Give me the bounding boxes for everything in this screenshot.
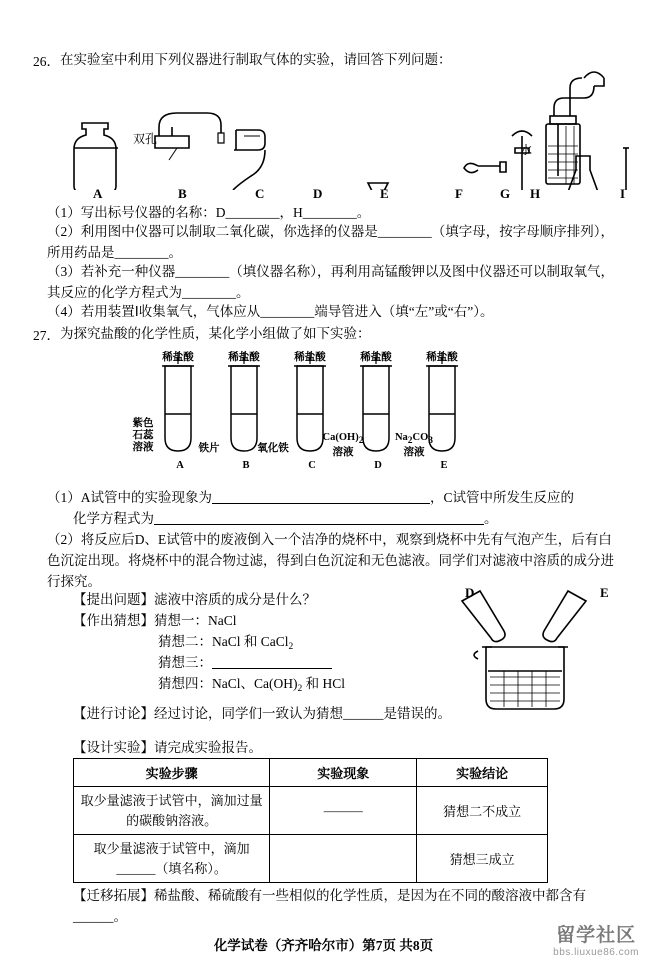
tube-e-letter: E — [440, 460, 448, 471]
tube-d-line2: 溶液 — [332, 446, 354, 458]
tube-b-letter: B — [242, 460, 250, 471]
label-B: B — [178, 186, 187, 201]
q26-item-3: （3）若补充一种仪器________（填仪器名称），再利用高锰酸钾以及图中仪器还可以制取氧气，其反应的化学方程式为________。 — [47, 264, 614, 300]
table-row — [74, 835, 548, 883]
tube-e-formula: Na2CO3 — [394, 432, 434, 446]
double-hole-note: 双孔 — [133, 132, 158, 146]
label-E: E — [380, 186, 389, 201]
table-header-row — [74, 759, 548, 787]
svg-text:水: 水 — [520, 143, 533, 157]
q27-item-1-text-c: 化学方程式为 — [73, 511, 154, 526]
guess-4-text: 猜想四：NaCl、$Ca(OH)_2$ 和 HCl — [158, 676, 345, 694]
q27-item-2: （2）将反应后D、E试管中的废液倒入一个洁净的烧杯中，观察到烧杯中先有气泡产生，后有白色沉淀出现。将烧杯中的混合物过滤，得到白色沉淀和无色滤液。同学们对滤液中溶质的成分进行探究。 — [47, 532, 614, 589]
tube-b-content: 铁片 — [198, 443, 220, 454]
section-design-tag: 【设计实验】 — [73, 740, 154, 755]
section-guess — [73, 611, 473, 632]
label-F: F — [455, 186, 463, 201]
section-design — [73, 738, 533, 759]
answer-blank-27-1-a[interactable] — [212, 490, 430, 505]
label-C: C — [255, 186, 265, 201]
table-row — [74, 787, 548, 835]
tube-d-content — [307, 432, 379, 459]
header-conclusion: 实验结论 — [417, 759, 548, 787]
section-discuss-tag: 【进行讨论】 — [73, 706, 154, 721]
label-H: H — [530, 186, 541, 201]
section-design-text: 请完成实验报告。 — [154, 740, 262, 755]
tube-d-letter: D — [374, 460, 382, 471]
acid-label-3: 稀盐酸 — [294, 352, 326, 363]
tube-a-line1: 紫色 — [132, 418, 154, 429]
q26-item-4: （4）若用装置Ⅰ收集氧气，气体应从________端导管进入（填“左”或“右”）。 — [47, 304, 494, 319]
tube-c-content: 氧化铁 — [257, 443, 289, 454]
row1-step: 取少量滤液于试管中，滴加过量的碳酸钠溶液。 — [74, 787, 270, 835]
watermark-url: bbs.liuxue86.com — [553, 947, 639, 958]
acid-label-1: 稀盐酸 — [162, 352, 194, 363]
apparatus-I-diagram — [520, 62, 630, 190]
acid-label-5: 稀盐酸 — [426, 352, 458, 363]
section-discuss-text: 经过讨论，同学们一致认为猜想______是错误的。 — [154, 706, 451, 721]
q26-number: 26． — [33, 54, 60, 69]
label-I: I — [620, 186, 626, 201]
header-phenomenon: 实验现象 — [270, 759, 417, 787]
answer-blank-guess-3[interactable] — [212, 655, 332, 670]
section-problem — [73, 590, 473, 611]
guess-2-text: 猜想二：NaCl 和 CaCl$_2$ — [158, 634, 294, 652]
section-guess-text: 猜想一：NaCl — [154, 613, 237, 628]
watermark — [553, 920, 639, 958]
label-D: D — [313, 186, 323, 201]
page-footer: 化学试卷（齐齐哈尔市）第7页 共8页 — [213, 938, 434, 953]
section-extend — [73, 886, 613, 928]
tube-a-line2: 石蕊 — [132, 430, 154, 442]
tube-c-letter: C — [308, 460, 316, 471]
beaker-label-e: E — [600, 585, 609, 600]
tube-e-line2: 溶液 — [403, 446, 425, 458]
experiment-report-table — [73, 758, 548, 883]
row1-phenomenon: ——— — [270, 787, 417, 835]
watermark-text: 留学社区 — [556, 925, 637, 946]
q27-stem: 为探究盐酸的化学性质，某化学小组做了如下实验： — [60, 326, 371, 341]
section-problem-tag: 【提出问题】 — [73, 592, 154, 607]
tube-a-line3: 溶液 — [132, 442, 154, 454]
label-A: A — [93, 186, 103, 201]
q26-item-1: （1）写出标号仪器的名称：D________，H________。 — [47, 205, 371, 220]
tube-a-content — [115, 418, 171, 454]
answer-blank-27-1-b[interactable] — [154, 511, 484, 526]
watermark-title — [553, 920, 639, 947]
beaker-diagram — [448, 585, 628, 715]
q27-number: 27． — [33, 328, 60, 343]
section-guess-tag: 【作出猜想】 — [73, 613, 154, 628]
section-problem-text: 滤液中溶质的成分是什么？ — [154, 592, 316, 607]
q26-stem: 在实验室中利用下列仪器进行制取气体的实验，请回答下列问题： — [60, 52, 452, 67]
q27-item-1-text-d: 。 — [484, 511, 498, 526]
q26-item-2: （2）利用图中仪器可以制取二氧化碳，你选择的仪器是________（填字母，按字母顺序排列），所用药品是________。 — [47, 224, 614, 260]
tube-a-letter: A — [176, 460, 184, 471]
row2-conclusion: 猜想三成立 — [417, 835, 548, 883]
row2-step: 取少量滤液于试管中，滴加______（填名称）。 — [74, 835, 270, 883]
acid-label-2: 稀盐酸 — [228, 352, 260, 363]
row2-phenomenon[interactable] — [270, 835, 417, 883]
label-G: G — [500, 186, 511, 201]
apparatus-labels — [60, 186, 630, 204]
tube-e-content — [378, 432, 450, 459]
header-step: 实验步骤 — [74, 759, 270, 787]
acid-label-4: 稀盐酸 — [360, 352, 392, 363]
q27-item-1-text-b: ，C试管中所发生反应的 — [430, 490, 575, 505]
row1-conclusion: 猜想二不成立 — [417, 787, 548, 835]
beaker-label-d: D — [465, 585, 475, 600]
q27-item-1-text-a: （1）A试管中的实验现象为 — [47, 490, 212, 505]
guess-3-text: 猜想三： — [158, 655, 212, 670]
section-extend-text: 稀盐酸、稀硫酸有一些相似的化学性质，是因为在不同的酸溶液中都含有______。 — [73, 888, 586, 924]
q27-item-1-line1 — [47, 488, 622, 509]
section-extend-tag: 【迁移拓展】 — [73, 888, 154, 903]
q27-item-1-line2 — [73, 509, 647, 530]
tube-d-formula: Ca(OH)2 — [322, 432, 364, 446]
